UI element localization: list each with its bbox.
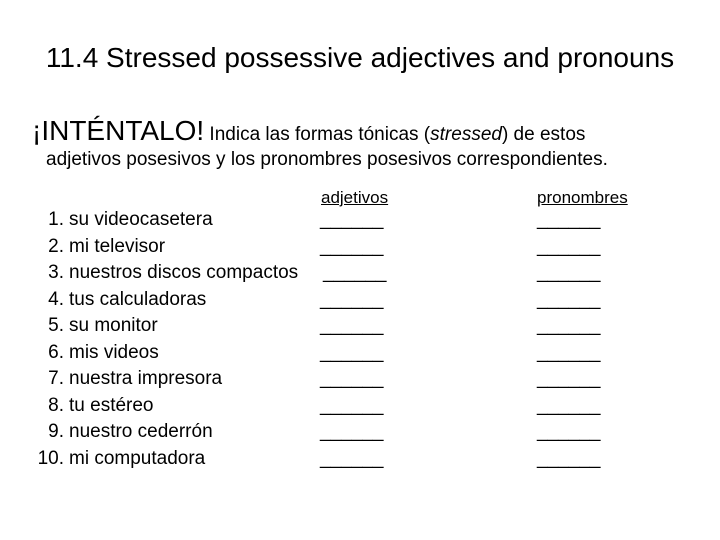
exercise-items-list: [24, 207, 298, 472]
answer-blank: ______: [537, 421, 601, 442]
answer-blank: ______: [537, 447, 601, 469]
answer-blank: ______: [320, 447, 384, 469]
list-item: [24, 393, 298, 420]
answer-blank: ______: [320, 368, 384, 389]
answer-blank: ______: [537, 235, 601, 257]
answer-blank: ______: [537, 209, 601, 230]
item-number: 3.: [48, 262, 64, 283]
column-header-adjetivos: adjetivos: [321, 188, 389, 207]
page-title: 11.4 Stressed possessive adjectives and pronouns: [45, 42, 675, 73]
list-item: [24, 234, 298, 261]
list-item: [24, 313, 298, 340]
item-text: nuestro cederrón: [69, 421, 213, 442]
answer-blank: ______: [537, 288, 601, 310]
item-number: 2.: [48, 235, 64, 257]
item-number: 9.: [48, 421, 64, 442]
answer-blank: ______: [320, 288, 384, 310]
answer-blank: ______: [537, 368, 601, 389]
instructions-text-after: ) de estos: [501, 124, 586, 145]
answer-blank: ______: [320, 421, 384, 442]
answer-blank: ______: [537, 315, 601, 336]
item-text: su videocasetera: [69, 209, 213, 230]
item-text: nuestros discos compactos: [69, 262, 299, 283]
list-item: [24, 446, 298, 473]
item-text: tus calculadoras: [69, 288, 207, 310]
item-number: 8.: [48, 394, 64, 416]
item-number: 6.: [48, 341, 64, 363]
item-text: mi televisor: [69, 235, 166, 257]
item-number: 4.: [48, 288, 64, 310]
list-item: [24, 340, 298, 367]
answer-blank: ______: [320, 209, 384, 230]
instructions-text-before: Indica las formas tónicas (: [204, 124, 431, 145]
intentalo-heading: ¡INTÉNTALO!: [32, 115, 205, 146]
adjetivos-answer-blanks: [320, 207, 386, 472]
list-item: [24, 287, 298, 314]
answer-blank: ______: [537, 394, 601, 416]
item-text: su monitor: [69, 315, 158, 336]
item-number: 10.: [37, 447, 64, 469]
list-item: [24, 419, 298, 446]
item-text: mi computadora: [69, 447, 206, 469]
item-number: 7.: [48, 368, 64, 389]
item-text: tu estéreo: [69, 394, 154, 416]
answer-blank: ______: [323, 262, 387, 283]
answer-blank: ______: [320, 394, 384, 416]
item-text: mis videos: [69, 341, 159, 363]
list-item: [24, 260, 298, 287]
item-number: 5.: [48, 315, 64, 336]
list-item: [24, 366, 298, 393]
instructions-emphasis: stressed: [430, 124, 502, 145]
answer-blank: ______: [537, 341, 601, 363]
instructions-line-2: adjetivos posesivos y los pronombres posesivos correspondientes.: [46, 149, 608, 170]
instructions-line-1: [32, 113, 585, 149]
column-header-pronombres: pronombres: [537, 188, 628, 207]
answer-blank: ______: [320, 235, 384, 257]
answer-blank: ______: [320, 341, 384, 363]
pronombres-answer-blanks: [537, 207, 600, 472]
item-text: nuestra impresora: [69, 368, 223, 389]
item-number: 1.: [48, 209, 64, 230]
list-item: [24, 207, 298, 234]
answer-blank: ______: [320, 315, 384, 336]
answer-blank: ______: [537, 262, 601, 283]
